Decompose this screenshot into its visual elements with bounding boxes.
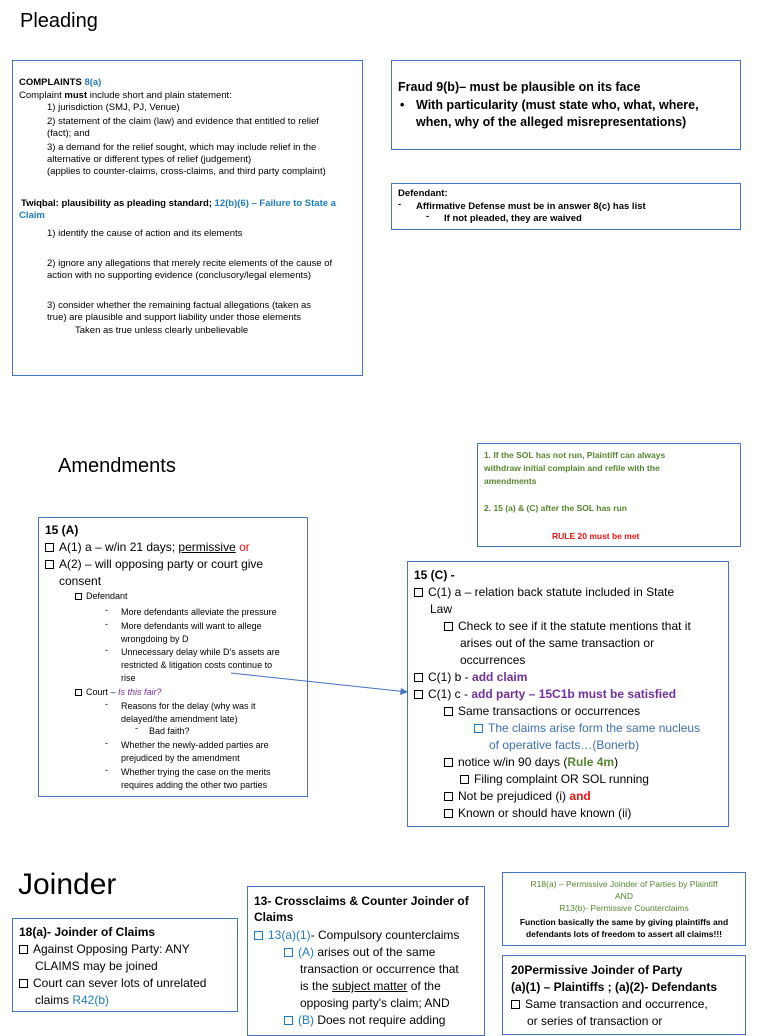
checkbox-icon (444, 792, 453, 801)
fraud-bullet-text-b: when, why of the alleged misrepresentations) (416, 115, 687, 129)
twiqbal-heading: Twiqbal: plausibility as pleading standard; 12(b)(6) – Failure to State a (21, 198, 336, 209)
dash-icon: - (398, 199, 402, 210)
twiqbal-step-3b: true) are plausible and support liability under those elements (47, 312, 302, 323)
rule-15c-prejudice: Not be prejudiced (i) and (444, 788, 591, 804)
court-point-3a: Whether trying the case on the merits (121, 767, 271, 777)
complaints-item-3c: (applies to counter-claims, cross-claims, and third party complaint) (47, 166, 326, 177)
checkbox-icon (444, 622, 453, 631)
twiqbal-step-3c: Taken as true unless clearly unbelievable (75, 325, 249, 336)
rule-15c-known: Known or should have known (ii) (444, 805, 631, 821)
court-point-1a: Reasons for the delay (why was it (121, 701, 256, 711)
rule-15c-notice: notice w/in 90 days (Rule 4m) (444, 754, 618, 770)
rule-13-title-cont: Claims (254, 910, 294, 924)
rule-15c-c1a: C(1) a – relation back statute included in State (414, 584, 674, 600)
court-heading: Court – Is this fair? (75, 686, 162, 698)
dash-icon: - (105, 605, 108, 615)
rule-15c-c1a-cont: Law (430, 602, 453, 616)
complaints-intro: Complaint must include short and plain statement: (19, 90, 232, 101)
twiqbal-step-1: 1) identify the cause of action and its elements (47, 228, 243, 239)
defendant-point-2a: More defendants will want to allege (121, 621, 262, 631)
rule-13-a-4: opposing party's claim; AND (300, 996, 450, 1010)
dash-icon: - (426, 211, 430, 222)
rule-15c-nucleus-b: of operative facts…(Bonerb) (489, 738, 640, 752)
rule-18a-box (12, 918, 238, 1012)
court-point-2a: Whether the newly-added parties are (121, 740, 269, 750)
r18-note-line-1: R18(a) – Permissive Joinder of Parties by Plaintiff (530, 879, 718, 889)
dash-icon: - (105, 645, 108, 655)
rule-13-a: (A) arises out of the same (284, 944, 435, 961)
court-point-1b: delayed/the amendment late) (121, 714, 238, 724)
section-heading-amendments: Amendments (58, 455, 176, 477)
rule-18a-b2-cont: claims R42(b) (35, 993, 110, 1007)
rule-15c-filing: Filing complaint OR SOL running (460, 771, 649, 787)
rule-15c-box (407, 561, 729, 827)
complaints-item-3a: 3) a demand for the relief sought, which may include relief in the (47, 142, 317, 153)
rule-20-b1: Same transaction and occurrence, (511, 996, 708, 1013)
checkbox-icon (19, 945, 28, 954)
defendant-title: Defendant: (398, 188, 448, 199)
bullet-icon: • (400, 98, 405, 112)
rule-15c-check-c: occurrences (460, 653, 526, 667)
r18-note-line-3: R13(b)- Permissive Counterclaims (559, 903, 689, 913)
checkbox-icon (444, 809, 453, 818)
dash-icon: - (105, 699, 108, 709)
r18-note-line-2: AND (615, 891, 633, 901)
dash-icon: - (105, 619, 108, 629)
sol-note-line-2: 2. 15 (a) & (C) after the SOL has run (484, 503, 627, 513)
court-point-3b: requires adding the other two parties (121, 780, 268, 790)
rule-18a-b2: Court can sever lots of unrelated (19, 975, 206, 992)
sol-note-line-1b: withdraw initial complain and refile with the (484, 463, 660, 473)
court-point-2b: prejudiced by the amendment (121, 753, 240, 763)
twiqbal-heading-cont: Claim (19, 210, 45, 221)
section-heading-pleading: Pleading (20, 10, 98, 32)
rule-18-note-box (502, 872, 746, 946)
rule-18a-b1-cont: CLAIMS may be joined (35, 959, 158, 973)
rule-13-b: (B) Does not require adding (284, 1012, 445, 1029)
dash-icon: - (105, 765, 108, 775)
rule-18a-title: 18(a)- Joinder of Claims (19, 925, 156, 939)
defendant-line-1: Affirmative Defense must be in answer 8(c) has list (416, 201, 646, 212)
defendant-point-3c: rise (121, 673, 136, 683)
rule-15c-c1b: C(1) b - add claim (414, 669, 527, 685)
twiqbal-step-3a: 3) consider whether the remaining factual allegations (taken as (47, 300, 312, 311)
rule-15a-a1: A(1) a – w/in 21 days; permissive or (45, 539, 250, 555)
checkbox-icon (511, 1000, 520, 1009)
rule-18a-b1: Against Opposing Party: ANY (19, 941, 190, 958)
dash-icon: - (105, 738, 108, 748)
checkbox-icon (414, 690, 423, 699)
court-point-1c: Bad faith? (149, 726, 190, 736)
section-heading-joinder: Joinder (18, 868, 117, 901)
rule-13-box (247, 886, 485, 1036)
checkbox-icon (474, 724, 483, 733)
sol-note-line-3: RULE 20 must be met (552, 531, 640, 541)
twiqbal-step-2a: 2) ignore any allegations that merely recite elements of the cause of (47, 258, 333, 269)
dash-icon: - (135, 723, 138, 733)
sol-note-line-1a: 1. If the SOL has not run, Plaintiff can always (484, 450, 666, 460)
rule-13-a-3: is the subject matter of the (300, 979, 441, 993)
rule-13-compulsory: 13(a)(1)- Compulsory counterclaims (254, 927, 459, 944)
r18-note-line-5: defendants lots of freedom to assert all claims!!! (525, 929, 722, 939)
r18-note-line-4: Function basically the same by giving plaintiffs and (519, 917, 729, 927)
checkbox-icon (444, 758, 453, 767)
rule-15a-title: 15 (A) (45, 523, 79, 537)
checkbox-icon (414, 588, 423, 597)
rule-15c-title: 15 (C) - (414, 568, 455, 582)
complaints-title: COMPLAINTS 8(a) (19, 77, 102, 88)
defendant-point-3b: restricted & litigation costs continue to (121, 660, 273, 670)
rule-15a-a2-cont: consent (59, 574, 102, 588)
defendant-point-2b: wrongdoing by D (121, 634, 189, 644)
fraud-title: Fraud 9(b)– must be plausible on its face (398, 80, 641, 94)
rule-15c-c1c: C(1) c - add party – 15C1b must be satisfied (414, 686, 676, 702)
rule-15c-nucleus: The claims arise form the same nucleus (474, 720, 700, 736)
rule-20-subtitle: (a)(1) – Plaintiffs ; (a)(2)- Defendants (511, 980, 718, 994)
twiqbal-step-2b: action with no supporting evidence (conclusory/legal elements) (47, 270, 312, 281)
complaints-item-1: 1) jurisdiction (SMJ, PJ, Venue) (47, 102, 180, 113)
rule-15a-a2: A(2) – will opposing party or court give (45, 556, 263, 572)
rule-15c-same: Same transactions or occurrences (444, 703, 640, 719)
sol-note-line-1c: amendments (484, 476, 537, 486)
checkbox-icon (444, 707, 453, 716)
rule-20-b1-cont: or series of transaction or (527, 1014, 663, 1028)
checkbox-icon (414, 673, 423, 682)
rule-20-title: 20Permissive Joinder of Party (511, 963, 683, 977)
checkbox-icon (19, 979, 28, 988)
rule-13-a-2: transaction or occurrence that (300, 962, 459, 976)
rule-20-box (502, 955, 746, 1035)
defendant-point-3a: Unnecessary delay while D's assets are (121, 647, 280, 657)
rule-15c-check: Check to see if it the statute mentions that it (444, 618, 691, 634)
rule-15c-check-b: arises out of the same transaction or (460, 636, 655, 650)
checkbox-icon (284, 948, 293, 957)
complaints-item-2a: 2) statement of the claim (law) and evidence that entitled to relief (47, 116, 319, 127)
rule-15a-defendant: Defendant (75, 590, 128, 602)
complaints-item-3b: alternative or different types of relief (judgement) (47, 154, 252, 165)
complaints-item-2b: (fact); and (47, 128, 90, 139)
fraud-bullet-text-a: With particularity (must state who, what, where, (416, 98, 699, 112)
defendant-point-1: More defendants alleviate the pressure (121, 607, 277, 617)
checkbox-icon (460, 775, 469, 784)
checkbox-icon (254, 931, 263, 940)
defendant-line-2: If not pleaded, they are waived (444, 213, 582, 224)
rule-13-title: 13- Crossclaims & Counter Joinder of (254, 894, 469, 908)
